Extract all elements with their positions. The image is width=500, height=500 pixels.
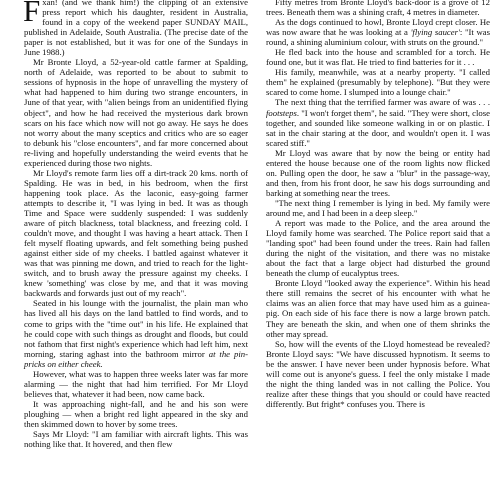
- paragraph-text: : "It was round, a shining aluminium colour, with struts on the ground.": [266, 27, 490, 48]
- right-column: [266, 0, 490, 449]
- opening-paragraph: [24, 0, 248, 57]
- emphasis-text: footsteps: [266, 107, 297, 118]
- paragraph-text: As the dogs continued to howl, Bronte Lloyd crept closer. He was now aware that he was looking at a: [266, 17, 490, 38]
- paragraph: "The next thing I remember is lying in bed. My family were around me, and I had been in a deep sleep.": [266, 197, 490, 218]
- paragraph: He fled back into the house and scrambled for a torch. He found one, but it was flat. He tried to find batteries for it . . .: [266, 47, 490, 68]
- paragraph: His family, meanwhile, was at a nearby property. "I called them" he explained (presumably by telephone). "But they were scared to come home. I slumped into a lounge chair.": [266, 67, 490, 98]
- paragraph: Mr Lloyd was aware that by now the being or entity had entered the house because one of the room lights now flicked on. Pulling open the door, he saw a "blur" in the passage-way, and then, from his front door, he saw his dogs surrounding and barking at something near the trees.: [266, 147, 490, 198]
- paragraph: It was approaching night-fall, and he and his son were ploughing — when a bright red light appeared in the sky and then skimmed down to hover by some trees.: [24, 398, 248, 429]
- paragraph: [24, 298, 248, 368]
- paragraph: So, how will the events of the Lloyd homestead be revealed? Bronte Lloyd says: "We have discussed hypnotism. It seems to be the answer. I have never been under hypnosis before. What will come out is anyone's guess. I feel the only mistake I made the night the thing landed was in not calling the Police. You realize after these things that you should or could have reacted differently. But fright* confuses you. There is: [266, 338, 490, 409]
- drop-cap: F: [23, 0, 41, 28]
- emphasis-text: at the pin-pricks on either cheek.: [24, 348, 248, 369]
- paragraph-text: . "I won't forget them", he said. "They were short, close together, and sounded like someone walking in or on plastic. I sat in the chair staring at the door, and wouldn't open it. I was scared stiff.": [266, 107, 490, 148]
- paragraph: Bronte Lloyd "looked away the experience". Within his head there still remains the secret of his encounter with what he claims was an alien force that may have used him as a guinea-pig. On each side of his face there is now a large brown patch. They are beneath the skin, and when one of them shrinks the other may spread.: [266, 278, 490, 339]
- paragraph: Mr Bronte Lloyd, a 52-year-old cattle farmer at Spalding, north of Adelaide, was reported to be about to submit to sessions of hypnosis in the hope of unravelling the mystery of what had happened to him during two strange encounters, in June of that year, with "alien beings from an unidentified flying object", and how he had received the mysterious dark brown scars on his face which now will not go away. He says he does not worry about the many sceptics and critics who are so eager to debunk his "close encounters", and far more concerned about re-living and hopefully understanding the weird events that he experienced during those two nights.: [24, 57, 248, 168]
- article-columns: [24, 0, 490, 449]
- paragraph: Mr Lloyd's remote farm lies off a dirt-track 20 kms. north of Spalding. He was in bed, in his bedroom, when the first happening took place. As the laconic, easy-going farmer attempts to describe it, "I was lying in bed. It was as though Time and Space were suddenly suspended: I was suddenly aware of pitch blackness, total blackness, and freezing cold. I couldn't move, and thought I was having a heart attack. Then I felt myself floating upwards, and felt something being pushed against either side of my cheeks. I battled against whatever it was that was pinning me down, and tried to reach for the light-switch, and to brush away the pressure against my cheeks. I knew 'something' was close by me, and that it was moving backwards and forwards just out of my reach".: [24, 167, 248, 299]
- paragraph-text: Seated in his lounge with the journalist, the plain man who has lived all his days on the land battled to find words, and to come to grips with the "time out" in his life. He explained that he could cope with such things as drought and floods, but could not fathom that first night's experience which had left him, next morning, staring aghast into the bathroom mirror: [24, 298, 248, 359]
- opening-paragraph-text: xan! (and we thank him!) the clipping of an extensive press report which his daughter, resident in Australia, found in a copy of the weekend paper SUNDAY MAIL, published in Adelaide, South Australia. (The precise date of the paper is not established, but it was for one of the Sundays in June 1988.): [24, 0, 248, 58]
- paragraph: Fifty metres from Bronte Lloyd's back-door is a grove of 12 trees. Beneath them was a shining craft, 4 metres in diameter.: [266, 0, 490, 18]
- paragraph: A report was made to the Police, and the area around the Lloyd family home was searched. The Police report said that a "landing spot" had been found under the trees. Rain had fallen during the night of the visitation, and there was no mistake about the fact that a large object had disturbed the ground beneath the clump of eucalyptus trees.: [266, 218, 490, 279]
- paragraph-text: The next thing that the terrified farmer was aware of was . . .: [275, 97, 490, 108]
- paragraph: [266, 97, 490, 147]
- left-column: [24, 0, 248, 449]
- paragraph: Says Mr Lloyd: "I am familiar with aircraft lights. This was nothing like that. It hovered, and then flew: [24, 429, 248, 450]
- emphasis-text: 'flying saucer': [410, 27, 460, 38]
- paragraph: However, what was to happen three weeks later was far more alarming — the night that had him terrified. For Mr Lloyd believes that, whatever it had been, now came back.: [24, 368, 248, 399]
- paragraph: [266, 17, 490, 47]
